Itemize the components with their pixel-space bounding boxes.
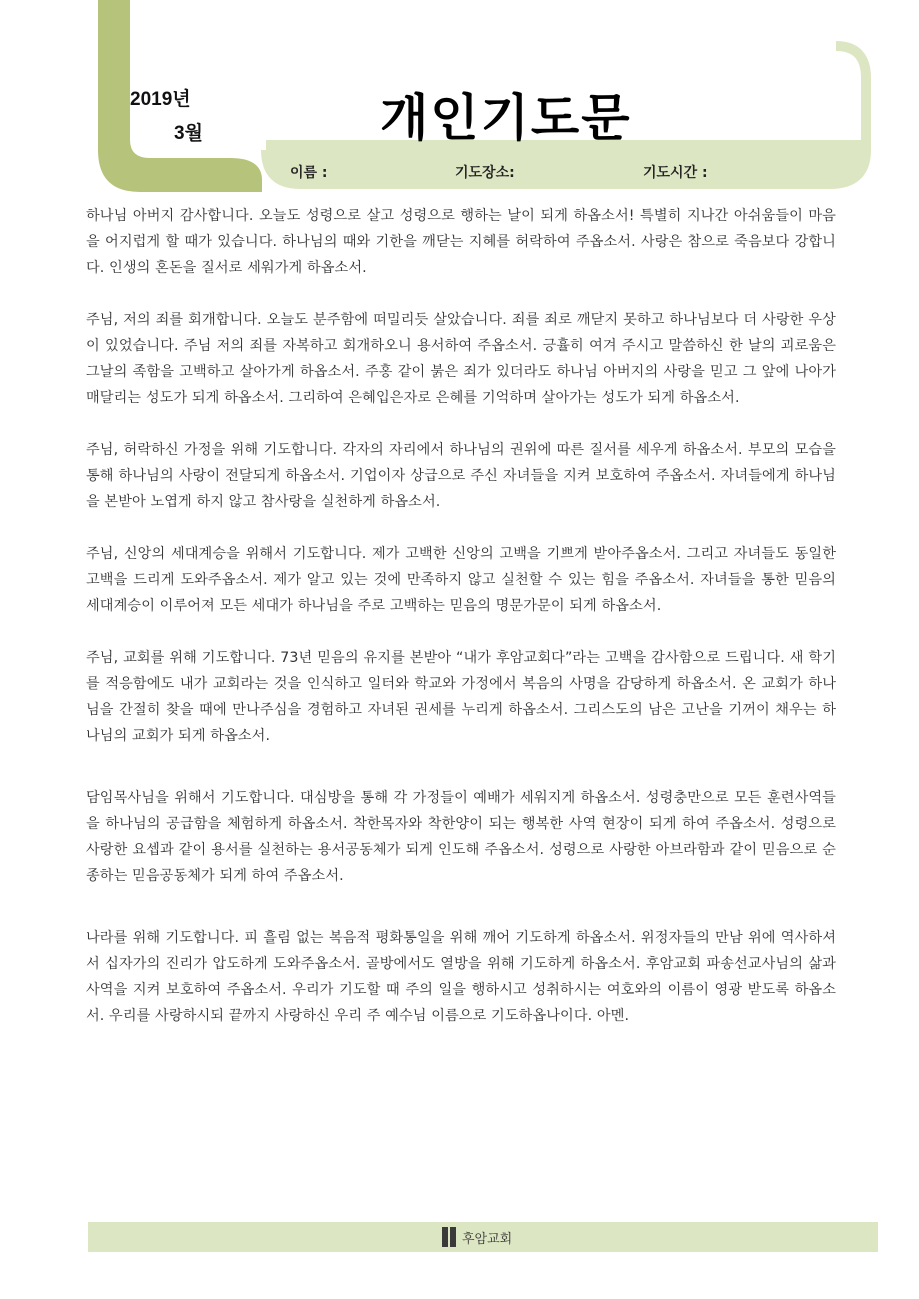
date-month: 3월 <box>174 123 203 144</box>
paragraph-repentance: 주님, 저의 죄를 회개합니다. 오늘도 분주함에 떠밀리듯 살았습니다. 죄를 죄로 깨닫지 못하고 하나님보다 더 사랑한 우상이 있었습니다. 주님 저의 죄를 자복하고 회개하오니 용서하여 주옵소서. 긍휼히 여겨 주시고 말씀하신 한 날의 괴로움은 그날의 족함을 고백하고 살아가게 하옵소서. 주홍 같이 붉은 죄가 있더라도 하나님 아버지의 사랑을 믿고 그 앞에 나아가 매달리는 성도가 되게 하옵소서. 그리하여 은혜입은자로 은혜를 기억하며 살아가는 성도가 되게 하옵소서. <box>86 312 836 406</box>
footer-logo-text: 후암교회 <box>462 1231 513 1247</box>
page-title: 개인기도문 <box>380 89 632 147</box>
place-field-label: 기도장소: <box>455 165 515 181</box>
prayer-body <box>86 203 836 1029</box>
time-field-label: 기도시간 : <box>643 165 708 181</box>
paragraph-family: 주님, 허락하신 가정을 위해 기도합니다. 각자의 자리에서 하나님의 권위에 따른 질서를 세우게 하옵소서. 부모의 모습을 통해 하나님의 사랑이 전달되게 하옵소서. 기업이자 상급으로 주신 자녀들을 지켜 보호하여 주옵소서. 자녀들에게 하나님을 본받아 노엽게 하지 않고 참사랑을 실천하게 하옵소서. <box>86 442 836 510</box>
footer-logo <box>442 1226 512 1248</box>
paragraph-nation: 나라를 위해 기도합니다. 피 흘림 없는 복음적 평화통일을 위해 깨어 기도하게 하옵소서. 위정자들의 만남 위에 역사하셔서 십자가의 진리가 압도하게 도와주옵소서. 골방에서도 열방을 위해 기도하게 하옵소서. 후암교회 파송선교사님의 삶과 사역을 지켜 보호하여 주옵소서. 우리가 기도할 때 주의 일을 행하시고 성취하시는 여호와의 이름이 영광 받도록 하옵소서. 우리를 사랑하시되 끝까지 사랑하신 우리 주 예수님 이름으로 기도하옵나이다. 아멘. <box>86 930 836 1024</box>
paragraph-thanksgiving: 하나님 아버지 감사합니다. 오늘도 성령으로 살고 성령으로 행하는 날이 되게 하옵소서! 특별히 지나간 아쉬움들이 마음을 어지럽게 할 때가 있습니다. 하나님의 때와 기한을 깨닫는 지혜를 허락하여 주옵소서. 사랑은 참으로 죽음보다 강합니다. 인생의 혼돈을 질서로 세워가게 하옵소서. <box>86 208 836 276</box>
date-year: 2019년 <box>130 89 191 110</box>
church-logo-icon <box>442 1227 456 1247</box>
paragraph-pastor: 담임목사님을 위해서 기도합니다. 대심방을 통해 각 가정들이 예배가 세워지게 하옵소서. 성령충만으로 모든 훈련사역들을 하나님의 공급함을 체험하게 하옵소서. 착한목자와 착한양이 되는 행복한 사역 현장이 되게 하여 주옵소서. 성령으로 사랑한 요셉과 같이 용서를 실천하는 용서공동체가 되게 인도해 주옵소서. 성령으로 사랑한 아브라함과 같이 믿음으로 순종하는 믿음공동체가 되게 하여 주옵소서. <box>86 790 836 884</box>
paragraph-generations: 주님, 신앙의 세대계승을 위해서 기도합니다. 제가 고백한 신앙의 고백을 기쁘게 받아주옵소서. 그리고 자녀들도 동일한 고백을 드리게 도와주옵소서. 제가 알고 있는 것에 만족하지 않고 실천할 수 있는 힘을 주옵소서. 자녀들을 통한 믿음의 세대계승이 이루어져 모든 세대가 하나님을 주로 고백하는 믿음의 명문가문이 되게 하옵소서. <box>86 546 836 614</box>
name-field-label: 이름 : <box>290 165 328 181</box>
paragraph-church: 주님, 교회를 위해 기도합니다. 73년 믿음의 유지를 본받아 “내가 후암교회다”라는 고백을 감사함으로 드립니다. 새 학기를 적응함에도 내가 교회라는 것을 인식하고 일터와 학교와 가정에서 복음의 사명을 감당하게 하옵소서. 온 교회가 하나님을 간절히 찾을 때에 만나주심을 경험하고 자녀된 권세를 누리게 하옵소서. 그리스도의 남은 고난을 기꺼이 채우는 하나님의 교회가 되게 하옵소서. <box>86 650 836 744</box>
